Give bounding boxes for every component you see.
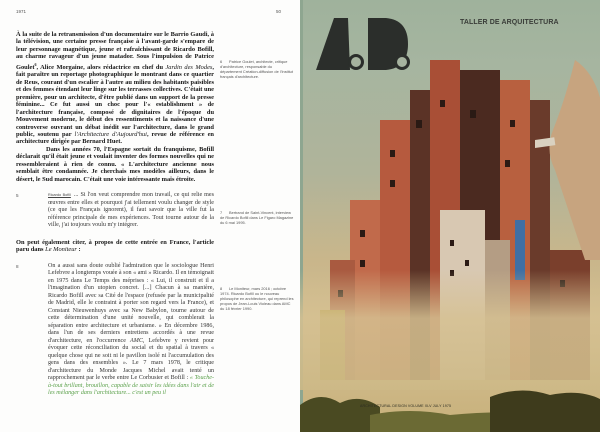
highlighted-quote: « Touche-à-tout brillant, brouillon, capable de saisir les idées dans l'air et de les mélanger dans l'architecture... c'est un peu il <box>48 375 214 397</box>
paragraph-1: À la suite de la retransmission d'un documentaire sur le Barrio Gaudi, à la télévision, une certaine presse française à l'avant-garde s'empare de leur personnage magnétique, jeune et rafraîchissant de Ricardo Bofill, au charme ravageur d'un jeune matador. Sous l'impulsion de Patrice Goulet$^6$, Alice Morgaine, alors rédactrice en chef du Jardin des Modes, fait paraître un reportage photographique le montrant dans ce quartier de Reus, courant d'un escalier à l'autre au milieu des habitants paisibles et des femmes étendant leur linge sur les terrasses collectives. C'était une première, pour un architecte, d'être publié dans un support de la presse féminine... Ce fut aussi un choc pour l'« establishment » de l'architecture française, composé de dignitaires de l'époque du Mouvement moderne, le début des ressentiments et la naissance d'une controverse ouvrant un débat inédit sur l'architecture, dans le grand public, soutenu par l'Architecture d'Aujourd'hui, revue de référence en architecture dirigée par Bernard Huet. <box>16 31 214 146</box>
footnote-7: 7 Bertrand de Saint-Vincent, interview de Ricardo Bofill dans Le Figaro Magazine du 6 mai 1995. <box>220 210 294 226</box>
quote-source: Ricardo Bofill <box>48 193 71 198</box>
magazine-cover-image <box>300 0 600 432</box>
footnote-8: 8 Le Moniteur, mars 2016 ; octobre 1974. Ricardo Bofill ou le nouveau philosophe en architecture, qui reprend les propos de Jean-Louis Violeau dans AMC du 18 février 1990. <box>220 286 294 312</box>
main-text-column <box>16 31 214 398</box>
paragraph-2: Dans les années 70, l'Espagne sortait du franquisme, Bofill déclarait qu'il était jeune et voulait inventer des formes nouvelles qui ne ressembleraient à rien de connu. « L'architecture ancienne nous semblait être condamnée. Je cherchais mes modèles ailleurs, dans le désert, le Sud marocain. C'était une voie intéressante mais étroite. <box>16 145 214 183</box>
quote-number: 5 <box>16 193 19 199</box>
page-number: 50 <box>276 9 282 14</box>
moniteur-intro: On peut également citer, à propos de cette entrée en France, l'article paru dans Le Moniteur : <box>16 238 214 254</box>
quote-text: ... Si l'on veut comprendre mon travail, ce qui relie mes œuvres entre elles et pourquoi j'ai tellement voulu changer de style (ce que les Français ignorent), il faut savoir que la ville fut la référence principale de mes expériences. Tout tourne autour de la ville, j'ai toujours voulu m'y intégrer. <box>48 192 214 229</box>
footnote-6: 6 Patrice Goulet, architecte, critique d'architecture, responsable du département Création-diffusion de l'Institut français d'architecture. <box>220 59 293 80</box>
fog-overlay <box>300 270 600 390</box>
quote-number: 8 <box>16 263 19 269</box>
cover-title: TALLER DE ARQUITECTURA <box>460 19 559 26</box>
folio-year: 1971 <box>16 9 27 14</box>
footnote-ref-6: 6 <box>34 61 37 67</box>
cover-footer-text: ARCHITECTURAL DESIGN VOLUME XLV JULY 1975 <box>360 404 452 408</box>
foliage-illustration <box>300 385 600 432</box>
hand-with-brush-illustration <box>535 60 600 260</box>
quote-block-moniteur: 8 On a aussi sans doute oublié l'admiration que le sociologue Henri Lefebvre a longtemps vouée à son « ami » Ricardo. Il en témoignait en 1975 dans Le Temps des méprises : « Lui, il construit et il a l'imagination d'un utopien concret. [...] Chacun à sa manière, Ricardo Bofill avec sa Cité de l'espace (refusée par la municipalité de Madrid, elle le contraint à porter son regard vers la France), et Constant Nieuwenhuys avec sa New Babylon, tourne autour de cette détermination d'une unité nouvelle, qui comblerait la séparation entre architecture et urbanisme. » En décembre 1986, dans l'un de ses derniers entretiens accordés à une revue d'architecture, en l'occurrence AMC, Lefebvre y revient pour évoquer cette réconciliation du social et du spatial à travers « quelque chose qui ne soit ni le pavillon isolé ni l'accumulation des gens dans des ensembles ». Le 7 mars 1978, le critique d'architecture du Monde Jacques Michel avait tenté un rapprochement par le verbe entre Le Corbusier et Bofill : « Touche-à-tout brillant, brouillon, capable de saisir les idées dans l'air et de les mélanger dans l'architecture... c'est un peu il <box>16 262 214 397</box>
quote-block-bofill <box>16 192 214 230</box>
